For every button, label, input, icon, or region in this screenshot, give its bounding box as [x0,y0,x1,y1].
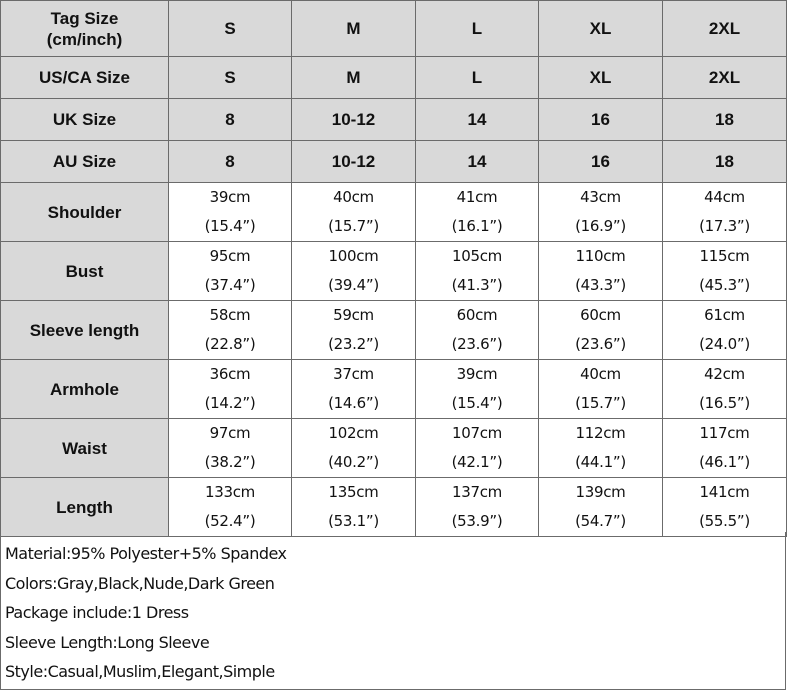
inch-value: (43.3”) [575,276,626,294]
measure-cell [169,360,292,419]
cm-value: 43cm [580,188,621,206]
product-notes [0,532,786,690]
measure-cell [663,242,787,301]
cm-value: 110cm [575,247,626,265]
row-label-shoulder: Shoulder [1,183,169,242]
inch-value: (55.5”) [699,512,750,530]
size-cell: 18 [663,141,787,183]
inch-value: (23.6”) [451,335,503,353]
size-cell: 16 [539,99,663,141]
row-label-tag-size [1,1,169,57]
measure-cell [663,419,787,478]
cm-value: 61cm [704,306,745,324]
inch-value: (23.2”) [328,335,379,353]
cm-value: 59cm [333,306,374,324]
cm-value: 39cm [209,188,251,206]
cm-value: 41cm [456,188,498,206]
measure-cell [539,183,663,242]
cm-value: 60cm [580,306,621,324]
measure-cell [416,242,539,301]
inch-value: (37.4”) [204,276,256,294]
table-row [1,478,787,537]
cm-value: 112cm [575,424,626,442]
table-row [1,183,787,242]
inch-value: (17.3”) [699,217,750,235]
measure-cell [539,242,663,301]
size-cell: L [416,57,539,99]
cm-value: 40cm [580,365,621,383]
inch-value: (15.4”) [451,394,503,412]
inch-value: (16.1”) [451,217,503,235]
size-cell: XL [539,57,663,99]
inch-value: (15.7”) [328,217,379,235]
inch-value: (39.4”) [328,276,379,294]
cm-value: 139cm [575,483,626,501]
measure-cell [169,419,292,478]
measure-cell [539,478,663,537]
cm-value: 37cm [333,365,374,383]
inch-value: (15.4”) [204,217,256,235]
note-colors: Colors:Gray,Black,Nude,Dark Green [5,573,275,593]
size-cell: S [169,57,292,99]
size-cell: 2XL [663,1,787,57]
inch-value: (44.1”) [575,453,626,471]
cm-value: 100cm [328,247,379,265]
cm-value: 58cm [209,306,251,324]
row-label-length: Length [1,478,169,537]
table-row [1,301,787,360]
size-cell: 10-12 [292,99,416,141]
measure-cell [169,478,292,537]
measure-cell [169,301,292,360]
cm-value: 95cm [209,247,251,265]
inch-value: (16.5”) [699,394,750,412]
size-cell: XL [539,1,663,57]
size-cell: M [292,1,416,57]
measure-cell [416,419,539,478]
inch-value: (40.2”) [328,453,379,471]
inch-value: (53.9”) [451,512,503,530]
size-cell: 2XL [663,57,787,99]
size-cell: 18 [663,99,787,141]
cm-value: 39cm [456,365,498,383]
inch-value: (41.3”) [451,276,503,294]
inch-value: (14.2”) [204,394,256,412]
table-row [1,360,787,419]
inch-value: (23.6”) [575,335,626,353]
inch-value: (42.1”) [451,453,503,471]
cm-value: 105cm [452,247,502,265]
row-label-armhole: Armhole [1,360,169,419]
measure-cell [292,478,416,537]
measure-cell [663,301,787,360]
row-label-au-size: AU Size [1,141,169,183]
table-row [1,242,787,301]
measure-cell [663,183,787,242]
table-row [1,1,787,57]
measure-cell [416,183,539,242]
row-label-uk-size: UK Size [1,99,169,141]
measure-cell [539,301,663,360]
row-label-us-ca-size: US/CA Size [1,57,169,99]
row-label-bust: Bust [1,242,169,301]
note-package: Package include:1 Dress [5,603,189,622]
table-row [1,141,787,183]
cm-value: 133cm [205,483,255,501]
measure-cell [292,419,416,478]
size-cell: M [292,57,416,99]
size-cell: 8 [169,141,292,183]
cm-value: 36cm [209,365,251,383]
cm-value: 141cm [699,483,750,501]
cm-value: 117cm [699,424,750,442]
size-cell: 10-12 [292,141,416,183]
row-label-sleeve-length: Sleeve length [1,301,169,360]
row-label-line: (cm/inch) [46,29,123,49]
measure-cell [663,360,787,419]
inch-value: (52.4”) [204,512,256,530]
cm-value: 42cm [704,365,745,383]
cm-value: 115cm [699,247,750,265]
measure-cell [539,419,663,478]
row-label-line: Tag Size [50,8,119,28]
inch-value: (46.1”) [699,453,750,471]
inch-value: (54.7”) [575,512,626,530]
size-cell: 8 [169,99,292,141]
inch-value: (22.8”) [204,335,256,353]
measure-cell [169,183,292,242]
measure-cell [539,360,663,419]
measure-cell [292,360,416,419]
row-label-waist: Waist [1,419,169,478]
table-row [1,99,787,141]
size-cell: S [169,1,292,57]
measure-cell [416,478,539,537]
measure-cell [416,301,539,360]
note-material: Material:95% Polyester+5% Spandex [5,544,287,563]
table-row [1,419,787,478]
measure-cell [416,360,539,419]
cm-value: 135cm [328,483,379,501]
inch-value: (45.3”) [699,276,750,294]
inch-value: (53.1”) [328,512,379,530]
table-row [1,57,787,99]
cm-value: 97cm [209,424,251,442]
cm-value: 102cm [328,424,379,442]
size-cell: 14 [416,141,539,183]
size-cell: 16 [539,141,663,183]
measure-cell [292,301,416,360]
cm-value: 60cm [456,306,498,324]
cm-value: 40cm [333,188,374,206]
measure-cell [663,478,787,537]
measure-cell [292,183,416,242]
cm-value: 107cm [452,424,502,442]
note-sleeve-length: Sleeve Length:Long Sleeve [5,632,210,652]
cm-value: 44cm [704,188,745,206]
cm-value: 137cm [452,483,502,501]
measure-cell [292,242,416,301]
inch-value: (38.2”) [204,453,256,471]
measure-cell [169,242,292,301]
inch-value: (16.9”) [575,217,626,235]
inch-value: (14.6”) [328,394,379,412]
inch-value: (24.0”) [699,335,750,353]
note-style: Style:Casual,Muslim,Elegant,Simple [5,662,275,681]
size-cell: 14 [416,99,539,141]
inch-value: (15.7”) [575,394,626,412]
size-cell: L [416,1,539,57]
